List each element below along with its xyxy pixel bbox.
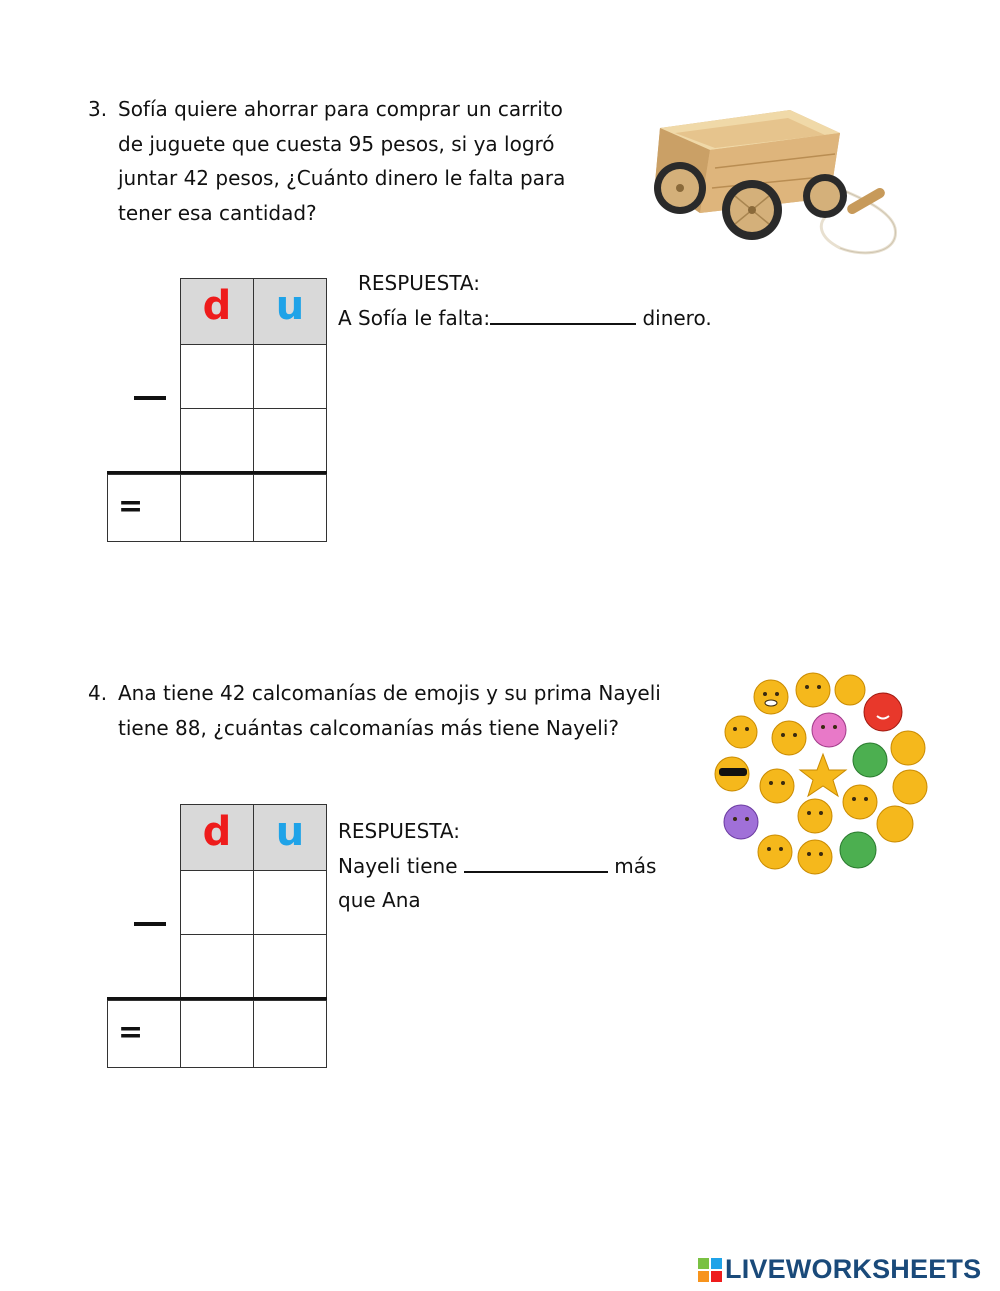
subtrahend-units-cell[interactable]	[253, 934, 327, 1000]
subtrahend-tens-cell[interactable]	[180, 934, 254, 1000]
subtrahend-tens-input[interactable]	[182, 410, 252, 472]
minuend-units-input[interactable]	[255, 872, 325, 934]
liveworksheets-logo-icon	[698, 1258, 722, 1282]
result-tens-input[interactable]	[182, 477, 252, 539]
subtrahend-units-cell[interactable]	[253, 408, 327, 474]
answer-line-2: que Ana	[338, 888, 421, 912]
subtrahend-units-input[interactable]	[255, 936, 325, 998]
liveworksheets-logo-text: LIVEWORKSHEETS	[725, 1254, 982, 1284]
minuend-tens-input[interactable]	[182, 346, 252, 408]
respuesta-label: RESPUESTA:	[358, 271, 480, 295]
problem-3	[88, 92, 628, 232]
minuend-units-cell[interactable]	[253, 870, 327, 935]
equals-sign: =	[118, 1015, 144, 1050]
answer-blank[interactable]	[464, 853, 608, 873]
tens-header: d	[202, 283, 232, 329]
answer-sentence	[338, 849, 698, 884]
minuend-units-cell[interactable]	[253, 344, 327, 409]
equals-cell	[107, 474, 181, 542]
units-header: u	[275, 809, 305, 855]
answer-prefix: A Sofía le falta:	[338, 305, 491, 330]
tens-header-cell	[180, 278, 254, 345]
wooden-cart-image	[640, 88, 910, 263]
result-tens-cell[interactable]	[180, 1000, 254, 1068]
subtrahend-tens-cell[interactable]	[180, 408, 254, 474]
problem-4	[88, 676, 698, 746]
answer-block-4	[338, 814, 698, 918]
tens-header: d	[202, 809, 232, 855]
result-units-input[interactable]	[255, 1003, 325, 1065]
minus-sign	[134, 396, 166, 400]
emoji-stickers-image	[705, 672, 935, 877]
problem-line: Ana tiene 42 calcomanías de emojis y su prima Nayeli	[118, 681, 661, 705]
result-tens-input[interactable]	[182, 1003, 252, 1065]
problem-line: tiene 88, ¿cuántas calcomanías más tiene Nayeli?	[118, 715, 619, 740]
result-units-input[interactable]	[255, 477, 325, 539]
result-units-cell[interactable]	[253, 474, 327, 542]
result-units-cell[interactable]	[253, 1000, 327, 1068]
respuesta-label: RESPUESTA:	[338, 819, 460, 843]
units-header-cell	[253, 804, 327, 871]
answer-sentence	[338, 301, 758, 336]
problem-number: 4.	[88, 681, 108, 705]
answer-suffix: más	[614, 853, 657, 878]
tens-header-cell	[180, 804, 254, 871]
problem-line: de juguete que cuesta 95 pesos, si ya logró	[118, 131, 555, 156]
minuend-tens-cell[interactable]	[180, 870, 254, 935]
minuend-units-input[interactable]	[255, 346, 325, 408]
units-header-cell	[253, 278, 327, 345]
result-tens-cell[interactable]	[180, 474, 254, 542]
answer-block-3	[338, 266, 758, 335]
problem-text	[118, 676, 661, 745]
answer-blank[interactable]	[490, 305, 636, 325]
problem-number: 3.	[88, 97, 108, 121]
subtrahend-units-input[interactable]	[255, 410, 325, 472]
minus-sign	[134, 922, 166, 926]
problem-text	[118, 92, 565, 230]
answer-prefix: Nayeli tiene	[338, 853, 458, 878]
units-header: u	[275, 283, 305, 329]
minuend-tens-input[interactable]	[182, 872, 252, 934]
answer-suffix: dinero.	[642, 305, 712, 330]
minuend-tens-cell[interactable]	[180, 344, 254, 409]
equals-cell	[107, 1000, 181, 1068]
subtrahend-tens-input[interactable]	[182, 936, 252, 998]
problem-line: tener esa cantidad?	[118, 200, 317, 225]
equals-sign: =	[118, 489, 144, 524]
problem-line: juntar 42 pesos, ¿Cuánto dinero le falta para	[118, 166, 566, 190]
problem-line: Sofía quiere ahorrar para comprar un carrito	[118, 97, 563, 121]
